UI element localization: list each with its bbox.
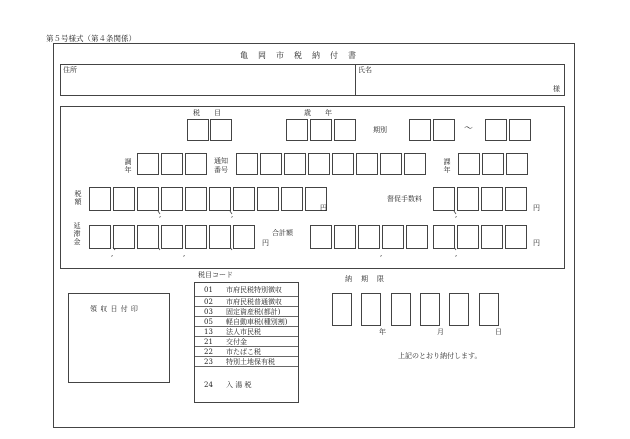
dunning-fee-box-1[interactable] (433, 187, 455, 211)
dunning-fee-yen: 円 (533, 204, 540, 212)
notice-number-label (214, 157, 230, 175)
tax-code-table (194, 282, 299, 403)
total-box-8[interactable] (481, 225, 503, 249)
dunning-fee-label: 督促手数料 (387, 195, 422, 203)
late-fee-box-5[interactable] (185, 225, 207, 249)
tax-code-row (195, 337, 298, 347)
taxation-year-box-1[interactable] (458, 153, 480, 175)
late-fee-yen: 円 (262, 239, 269, 247)
total-yen: 円 (533, 239, 540, 247)
tax-code-number: 13 (204, 327, 213, 336)
deadline-year-box-1[interactable] (332, 293, 352, 326)
late-fee-text: 延滞金 (73, 222, 81, 246)
tax-code-row (195, 357, 298, 367)
form-number-label: 第５号様式（第４条関係） (46, 34, 136, 43)
tax-code-number: 02 (204, 297, 213, 306)
fiscal-year-box-3[interactable] (334, 119, 356, 141)
assessment-year-box-2[interactable] (161, 153, 183, 175)
total-box-9[interactable] (505, 225, 527, 249)
tax-code-name: 法人市民税 (226, 327, 261, 336)
total-box-6[interactable] (433, 225, 455, 249)
assessment-year-label: 調年 (124, 158, 132, 174)
tax-code-number: 21 (204, 337, 213, 346)
fiscal-year-box-1[interactable] (286, 119, 308, 141)
tax-code-name: 固定資産税(都計) (226, 307, 281, 316)
tax-amount-comma-1: , (159, 211, 162, 219)
tax-code-row (195, 283, 298, 297)
late-fee-box-3[interactable] (137, 225, 159, 249)
tax-code-number: 05 (204, 317, 213, 326)
deadline-day-box-2[interactable] (479, 293, 499, 326)
tax-code-row (195, 297, 298, 307)
tax-item-label: 税 目 (193, 109, 221, 117)
tax-item-box-2[interactable] (210, 119, 232, 141)
tax-amount-box-4[interactable] (161, 187, 183, 211)
notice-number-text: 通知番号 (214, 157, 228, 174)
honorific-label: 様 (553, 85, 560, 93)
fiscal-year-label: 歳 年 (304, 109, 332, 117)
deadline-label: 納 期 限 (345, 275, 385, 283)
tax-amount-box-7[interactable] (233, 187, 255, 211)
tax-code-name: 市府民税特別徴収 (226, 285, 282, 294)
name-label: 氏名 (358, 66, 372, 74)
assessment-year-box-1[interactable] (137, 153, 159, 175)
tax-amount-box-2[interactable] (113, 187, 135, 211)
notice-number-box-1[interactable] (236, 153, 258, 175)
late-fee-comma-1: , (111, 250, 114, 258)
dunning-fee-box-3[interactable] (481, 187, 503, 211)
tax-code-name: 交付金 (226, 337, 247, 346)
tax-amount-box-9[interactable] (281, 187, 303, 211)
late-fee-box-7[interactable] (233, 225, 255, 249)
tax-code-row (195, 307, 298, 317)
tax-code-number: 03 (204, 307, 213, 316)
tax-code-row (195, 317, 298, 327)
tax-code-name: 市たばこ税 (226, 347, 261, 356)
total-box-7[interactable] (457, 225, 479, 249)
notice-number-box-4[interactable] (308, 153, 330, 175)
paid-statement: 上記のとおり納付します。 (398, 352, 482, 360)
form-title: 亀 岡 市 税 納 付 書 (240, 51, 357, 60)
deadline-year-label: 年 (379, 328, 386, 336)
late-fee-box-2[interactable] (113, 225, 135, 249)
dunning-fee-box-4[interactable] (505, 187, 527, 211)
total-box-3[interactable] (358, 225, 380, 249)
tax-code-name: 入 湯 税 (226, 380, 252, 389)
tax-amount-box-8[interactable] (257, 187, 279, 211)
late-fee-box-4[interactable] (161, 225, 183, 249)
notice-number-box-5[interactable] (332, 153, 354, 175)
notice-number-box-3[interactable] (284, 153, 306, 175)
late-fee-box-6[interactable] (209, 225, 231, 249)
tax-amount-box-1[interactable] (89, 187, 111, 211)
period-tilde: ～ (464, 124, 474, 134)
tax-code-row (195, 327, 298, 337)
deadline-month-box-2[interactable] (420, 293, 440, 326)
receipt-stamp-label: 領 収 日 付 印 (90, 305, 139, 313)
tax-amount-box-6[interactable] (209, 187, 231, 211)
total-box-5[interactable] (406, 225, 428, 249)
total-box-1[interactable] (310, 225, 332, 249)
late-fee-comma-2: , (183, 250, 186, 258)
tax-code-name: 市府民税普通徴収 (226, 297, 282, 306)
notice-number-box-2[interactable] (260, 153, 282, 175)
tax-amount-box-3[interactable] (137, 187, 159, 211)
taxation-year-box-2[interactable] (482, 153, 504, 175)
period-label: 期別 (373, 126, 387, 134)
period-to-box-2[interactable] (509, 119, 531, 141)
deadline-month-box-1[interactable] (391, 293, 411, 326)
taxation-year-label: 課年 (443, 158, 451, 174)
tax-amount-comma-2: , (231, 211, 234, 219)
tax-code-header: 税目コード (198, 271, 233, 279)
tax-amount-label: 税額 (74, 190, 82, 206)
tax-code-number: 23 (204, 357, 213, 366)
tax-item-box-1[interactable] (187, 119, 209, 141)
notice-number-box-8[interactable] (404, 153, 426, 175)
fiscal-year-box-2[interactable] (310, 119, 332, 141)
period-from-box-1[interactable] (409, 119, 431, 141)
dunning-fee-box-2[interactable] (457, 187, 479, 211)
total-label: 合計額 (272, 229, 293, 237)
address-label: 住所 (63, 66, 77, 74)
late-fee-box-1[interactable] (89, 225, 111, 249)
deadline-day-label: 日 (495, 328, 502, 336)
total-box-2[interactable] (334, 225, 356, 249)
tax-code-row (195, 347, 298, 357)
address-name-box (60, 64, 565, 96)
taxation-year-box-3[interactable] (506, 153, 528, 175)
tax-code-number: 01 (204, 285, 213, 294)
period-to-box-1[interactable] (485, 119, 507, 141)
tax-code-row (195, 367, 298, 402)
assessment-year-box-3[interactable] (185, 153, 207, 175)
total-comma-2: , (455, 250, 458, 258)
tax-code-name: 特別土地保有税 (226, 357, 275, 366)
tax-code-number: 22 (204, 347, 213, 356)
late-fee-label (73, 222, 81, 246)
notice-number-box-6[interactable] (356, 153, 378, 175)
address-name-divider (355, 64, 356, 96)
tax-amount-box-5[interactable] (185, 187, 207, 211)
dunning-fee-comma: , (455, 211, 458, 219)
deadline-day-box-1[interactable] (449, 293, 469, 326)
notice-number-box-7[interactable] (380, 153, 402, 175)
deadline-month-label: 月 (437, 328, 444, 336)
tax-code-name: 軽自動車税(種別割) (226, 317, 288, 326)
deadline-year-box-2[interactable] (361, 293, 381, 326)
period-from-box-2[interactable] (433, 119, 455, 141)
total-comma-1: , (380, 250, 383, 258)
total-box-4[interactable] (382, 225, 404, 249)
tax-code-number: 24 (204, 380, 213, 389)
tax-amount-yen: 円 (320, 204, 327, 212)
